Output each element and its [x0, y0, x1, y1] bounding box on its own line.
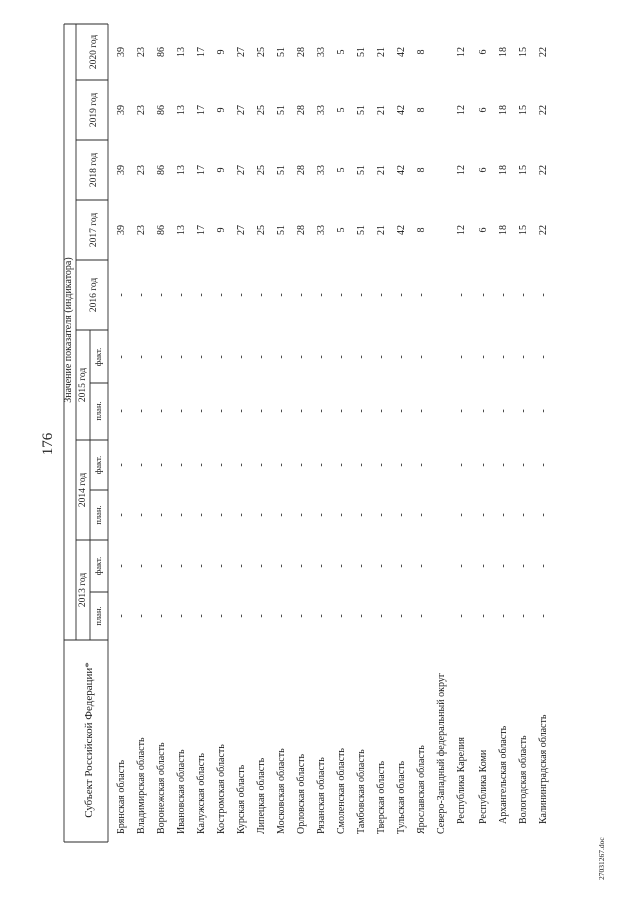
row-cell-value: 5 [336, 227, 347, 233]
row-cell-value: - [276, 293, 287, 297]
row-cell-value: 42 [396, 225, 407, 235]
row-cell-value: - [456, 409, 467, 413]
row-cell-value: 13 [176, 165, 187, 175]
row-cell-value: - [296, 409, 307, 413]
row-cell-value: 51 [356, 225, 367, 235]
row-subject-name: Тамбовская область [356, 749, 367, 834]
row-cell-value: - [276, 564, 287, 568]
year-header-2019: 2019 год [89, 92, 99, 128]
row-cell-value: - [396, 409, 407, 413]
row-cell-value: - [478, 614, 489, 618]
row-cell-value: 33 [316, 105, 327, 115]
row-subject-name: Вологодская область [518, 735, 529, 824]
values-header: Значение показателя (индикатора) [63, 257, 74, 403]
row-cell-value: - [478, 564, 489, 568]
row-cell-value: - [538, 564, 549, 568]
row-cell-value: 9 [216, 227, 227, 233]
row-cell-value: - [156, 564, 167, 568]
row-subject-name: Воронежская область [156, 742, 167, 834]
row-cell-value: 21 [376, 225, 387, 235]
row-cell-value: - [236, 293, 247, 297]
row-cell-value: 18 [498, 225, 509, 235]
row-cell-value: 27 [236, 105, 247, 115]
row-cell-value: 15 [518, 47, 529, 57]
year-header-2017: 2017 год [89, 212, 99, 248]
row-cell-value: - [256, 293, 267, 297]
row-cell-value: 17 [196, 105, 207, 115]
row-cell-value: - [356, 355, 367, 359]
row-cell-value: 33 [316, 225, 327, 235]
row-cell-value: - [116, 355, 127, 359]
year-header-2020: 2020 год [89, 34, 99, 70]
row-cell-value: - [236, 614, 247, 618]
row-cell-value: - [416, 513, 427, 517]
row-cell-value: 17 [196, 225, 207, 235]
row-cell-value: - [116, 564, 127, 568]
row-cell-value: - [196, 293, 207, 297]
row-cell-value: - [456, 463, 467, 467]
row-cell-value: - [376, 355, 387, 359]
row-cell-value: 8 [416, 107, 427, 113]
row-cell-value: - [236, 513, 247, 517]
row-cell-value: 8 [416, 167, 427, 173]
row-cell-value: - [196, 564, 207, 568]
row-cell-value: - [538, 513, 549, 517]
row-cell-value: 8 [416, 49, 427, 55]
row-cell-value: - [396, 614, 407, 618]
row-cell-value: 12 [456, 47, 467, 57]
row-cell-value: 39 [116, 47, 127, 57]
row-cell-value: - [478, 409, 489, 413]
row-cell-value: 22 [538, 47, 549, 57]
row-cell-value: - [478, 293, 489, 297]
row-cell-value: 5 [336, 167, 347, 173]
row-cell-value: 51 [356, 165, 367, 175]
row-subject-name: Ивановская область [176, 749, 187, 834]
plan-header-2013: план. [93, 606, 103, 626]
row-cell-value: - [316, 409, 327, 413]
row-cell-value: - [216, 293, 227, 297]
row-cell-value: - [356, 564, 367, 568]
row-cell-value: - [538, 614, 549, 618]
row-cell-value: 12 [456, 225, 467, 235]
row-cell-value: - [156, 293, 167, 297]
row-cell-value: 15 [518, 225, 529, 235]
row-cell-value: - [356, 513, 367, 517]
row-cell-value: 17 [196, 47, 207, 57]
row-cell-value: 51 [356, 105, 367, 115]
row-cell-value: - [456, 513, 467, 517]
row-cell-value: - [176, 513, 187, 517]
row-cell-value: - [356, 293, 367, 297]
row-cell-value: - [356, 409, 367, 413]
row-cell-value: - [296, 614, 307, 618]
row-cell-value: 27 [236, 225, 247, 235]
row-subject-name: Калининградская область [538, 714, 549, 824]
row-cell-value: 21 [376, 165, 387, 175]
row-cell-value: - [538, 355, 549, 359]
row-cell-value: - [336, 463, 347, 467]
row-cell-value: - [256, 614, 267, 618]
row-cell-value: - [336, 355, 347, 359]
row-cell-value: - [296, 564, 307, 568]
row-cell-value: 9 [216, 167, 227, 173]
row-cell-value: - [216, 513, 227, 517]
row-cell-value: - [518, 564, 529, 568]
row-cell-value: - [356, 463, 367, 467]
plan-header-2014: план. [93, 505, 103, 525]
row-cell-value: - [136, 409, 147, 413]
row-cell-value: 21 [376, 47, 387, 57]
row-cell-value: - [498, 293, 509, 297]
row-cell-value: - [416, 614, 427, 618]
row-cell-value: 27 [236, 47, 247, 57]
row-cell-value: 27 [236, 165, 247, 175]
row-cell-value: 6 [478, 49, 489, 55]
row-cell-value: - [316, 564, 327, 568]
row-cell-value: - [518, 614, 529, 618]
row-cell-value: - [518, 409, 529, 413]
row-subject-name: Смоленская область [336, 748, 347, 834]
row-cell-value: 13 [176, 225, 187, 235]
row-cell-value: - [478, 463, 489, 467]
row-cell-value: 86 [156, 165, 167, 175]
row-cell-value: - [216, 564, 227, 568]
row-cell-value: - [376, 463, 387, 467]
row-cell-value: - [136, 293, 147, 297]
row-subject-name: Республика Карелия [456, 737, 467, 824]
row-cell-value: - [456, 355, 467, 359]
row-cell-value: - [316, 293, 327, 297]
page-number: 176 [40, 432, 56, 456]
row-cell-value: - [336, 409, 347, 413]
row-cell-value: - [316, 513, 327, 517]
row-cell-value: - [376, 564, 387, 568]
row-cell-value: - [236, 355, 247, 359]
row-cell-value: - [336, 293, 347, 297]
row-cell-value: 9 [216, 107, 227, 113]
row-cell-value: - [376, 409, 387, 413]
row-cell-value: - [176, 409, 187, 413]
row-cell-value: - [376, 293, 387, 297]
row-cell-value: - [456, 564, 467, 568]
row-subject-name: Курская область [236, 764, 247, 834]
row-cell-value: 39 [116, 165, 127, 175]
row-cell-value: - [376, 614, 387, 618]
row-cell-value: - [296, 513, 307, 517]
row-cell-value: 51 [356, 47, 367, 57]
row-cell-value: - [256, 564, 267, 568]
fact-header-2015: факт. [93, 347, 103, 367]
row-cell-value: 15 [518, 105, 529, 115]
row-cell-value: 42 [396, 105, 407, 115]
row-subject-name: Орловская область [296, 753, 307, 834]
row-subject-name: Брянская область [116, 759, 127, 834]
row-cell-value: - [136, 564, 147, 568]
row-cell-value: - [316, 463, 327, 467]
row-cell-value: - [376, 513, 387, 517]
row-cell-value: 15 [518, 165, 529, 175]
row-cell-value: - [176, 614, 187, 618]
row-cell-value: - [196, 463, 207, 467]
row-cell-value: - [276, 513, 287, 517]
row-cell-value: - [416, 463, 427, 467]
row-cell-value: - [176, 293, 187, 297]
row-cell-value: 23 [136, 165, 147, 175]
row-subject-name: Архангельская область [498, 725, 509, 824]
row-cell-value: - [478, 355, 489, 359]
row-cell-value: 25 [256, 47, 267, 57]
row-cell-value: - [498, 614, 509, 618]
row-cell-value: - [296, 293, 307, 297]
row-cell-value: - [336, 513, 347, 517]
row-cell-value: - [276, 409, 287, 413]
row-subject-name: Тульская область [396, 760, 407, 834]
row-cell-value: - [176, 564, 187, 568]
row-cell-value: 6 [478, 107, 489, 113]
row-cell-value: - [236, 463, 247, 467]
row-cell-value: - [256, 513, 267, 517]
row-cell-value: 33 [316, 47, 327, 57]
row-cell-value: 28 [296, 165, 307, 175]
table-row [436, 673, 447, 834]
row-cell-value: - [498, 463, 509, 467]
row-cell-value: 12 [456, 165, 467, 175]
row-cell-value: 23 [136, 47, 147, 57]
row-cell-value: 12 [456, 105, 467, 115]
row-cell-value: 13 [176, 105, 187, 115]
row-cell-value: 6 [478, 227, 489, 233]
row-subject-name: Костромская область [216, 744, 227, 834]
row-cell-value: 21 [376, 105, 387, 115]
row-cell-value: - [136, 614, 147, 618]
row-cell-value: - [518, 355, 529, 359]
row-cell-value: - [456, 293, 467, 297]
row-cell-value: - [396, 355, 407, 359]
year-header-2014: 2014 год [78, 472, 88, 508]
row-cell-value: - [116, 513, 127, 517]
row-cell-value: 13 [176, 47, 187, 57]
row-cell-value: - [276, 614, 287, 618]
row-cell-value: - [196, 614, 207, 618]
year-header-2018: 2018 год [89, 152, 99, 188]
row-cell-value: - [336, 564, 347, 568]
row-cell-value: 23 [136, 225, 147, 235]
row-cell-value: - [236, 564, 247, 568]
row-cell-value: - [116, 409, 127, 413]
row-cell-value: - [276, 355, 287, 359]
row-cell-value: 23 [136, 105, 147, 115]
row-cell-value: 28 [296, 225, 307, 235]
row-cell-value: - [498, 513, 509, 517]
row-cell-value: - [256, 409, 267, 413]
plan-header-2015: план. [93, 401, 103, 421]
row-cell-value: - [136, 513, 147, 517]
row-cell-value: - [538, 409, 549, 413]
row-cell-value: - [518, 513, 529, 517]
row-cell-value: 86 [156, 47, 167, 57]
row-cell-value: 22 [538, 105, 549, 115]
row-cell-value: 18 [498, 47, 509, 57]
row-cell-value: - [216, 463, 227, 467]
row-cell-value: 51 [276, 105, 287, 115]
row-cell-value: - [538, 293, 549, 297]
row-cell-value: 8 [416, 227, 427, 233]
row-cell-value: 42 [396, 47, 407, 57]
row-cell-value: 25 [256, 225, 267, 235]
row-cell-value: 51 [276, 225, 287, 235]
row-cell-value: - [216, 409, 227, 413]
row-subject-name: Владимирская область [136, 737, 147, 834]
row-cell-value: - [276, 463, 287, 467]
row-cell-value: - [396, 463, 407, 467]
row-cell-value: - [396, 513, 407, 517]
row-cell-value: - [336, 614, 347, 618]
row-cell-value: - [156, 463, 167, 467]
row-cell-value: - [196, 355, 207, 359]
row-cell-value: - [296, 355, 307, 359]
row-cell-value: - [136, 463, 147, 467]
row-cell-value: - [396, 564, 407, 568]
row-cell-value: 86 [156, 105, 167, 115]
row-cell-value: 39 [116, 225, 127, 235]
row-subject-name: Рязанская область [316, 757, 327, 834]
row-cell-value: - [316, 614, 327, 618]
row-cell-value: - [156, 355, 167, 359]
row-cell-value: - [116, 463, 127, 467]
row-cell-value: - [236, 409, 247, 413]
row-subject-name: Калужская область [196, 753, 207, 834]
row-subject-name: Московская область [276, 748, 287, 834]
row-cell-value: - [156, 614, 167, 618]
row-cell-value: - [216, 355, 227, 359]
row-cell-value: 25 [256, 105, 267, 115]
row-cell-value: 6 [478, 167, 489, 173]
row-cell-value: 42 [396, 165, 407, 175]
row-cell-value: - [156, 409, 167, 413]
row-subject-name: Липецкая область [256, 757, 267, 834]
row-cell-value: 86 [156, 225, 167, 235]
row-cell-value: 18 [498, 165, 509, 175]
row-cell-value: - [316, 355, 327, 359]
row-subject-name: Республика Коми [478, 749, 489, 824]
year-header-2013: 2013 год [78, 572, 88, 608]
row-cell-value: - [216, 614, 227, 618]
row-cell-value: - [518, 293, 529, 297]
row-cell-value: 51 [276, 165, 287, 175]
row-cell-value: - [478, 513, 489, 517]
row-cell-value: - [416, 409, 427, 413]
row-cell-value: 39 [116, 105, 127, 115]
row-cell-value: - [498, 564, 509, 568]
row-cell-value: - [256, 463, 267, 467]
row-cell-value: - [416, 355, 427, 359]
row-cell-value: 22 [538, 225, 549, 235]
row-cell-value: - [416, 293, 427, 297]
row-cell-value: - [538, 463, 549, 467]
row-cell-value: - [396, 293, 407, 297]
row-cell-value: 28 [296, 47, 307, 57]
row-cell-value: 28 [296, 105, 307, 115]
row-cell-value: 18 [498, 105, 509, 115]
row-subject-name: Северо-Западный федеральный округ [436, 673, 447, 834]
row-cell-value: 5 [336, 49, 347, 55]
row-cell-value: - [136, 355, 147, 359]
row-cell-value: 17 [196, 165, 207, 175]
row-cell-value: - [196, 409, 207, 413]
row-cell-value: - [356, 614, 367, 618]
row-cell-value: 9 [216, 49, 227, 55]
row-cell-value: - [196, 513, 207, 517]
subject-header: Субъект Российской Федерации* [83, 662, 95, 818]
row-cell-value: - [498, 355, 509, 359]
row-cell-value: - [518, 463, 529, 467]
row-cell-value: 22 [538, 165, 549, 175]
row-cell-value: - [456, 614, 467, 618]
row-cell-value: - [296, 463, 307, 467]
row-cell-value: 51 [276, 47, 287, 57]
row-cell-value: - [256, 355, 267, 359]
row-subject-name: Тверская область [376, 760, 387, 834]
fact-header-2013: факт. [93, 556, 103, 576]
row-cell-value: 33 [316, 165, 327, 175]
fact-header-2014: факт. [93, 455, 103, 475]
row-cell-value: 5 [336, 107, 347, 113]
row-cell-value: - [116, 293, 127, 297]
row-cell-value: - [416, 564, 427, 568]
row-cell-value: - [176, 463, 187, 467]
row-cell-value: - [156, 513, 167, 517]
row-cell-value: 25 [256, 165, 267, 175]
row-cell-value: - [116, 614, 127, 618]
row-cell-value: - [498, 409, 509, 413]
doc-code: 27031267.doc [597, 837, 606, 880]
year-header-2016: 2016 год [89, 277, 99, 313]
row-cell-value: - [176, 355, 187, 359]
year-header-2015: 2015 год [78, 367, 88, 403]
row-subject-name: Ярославская область [416, 745, 427, 834]
